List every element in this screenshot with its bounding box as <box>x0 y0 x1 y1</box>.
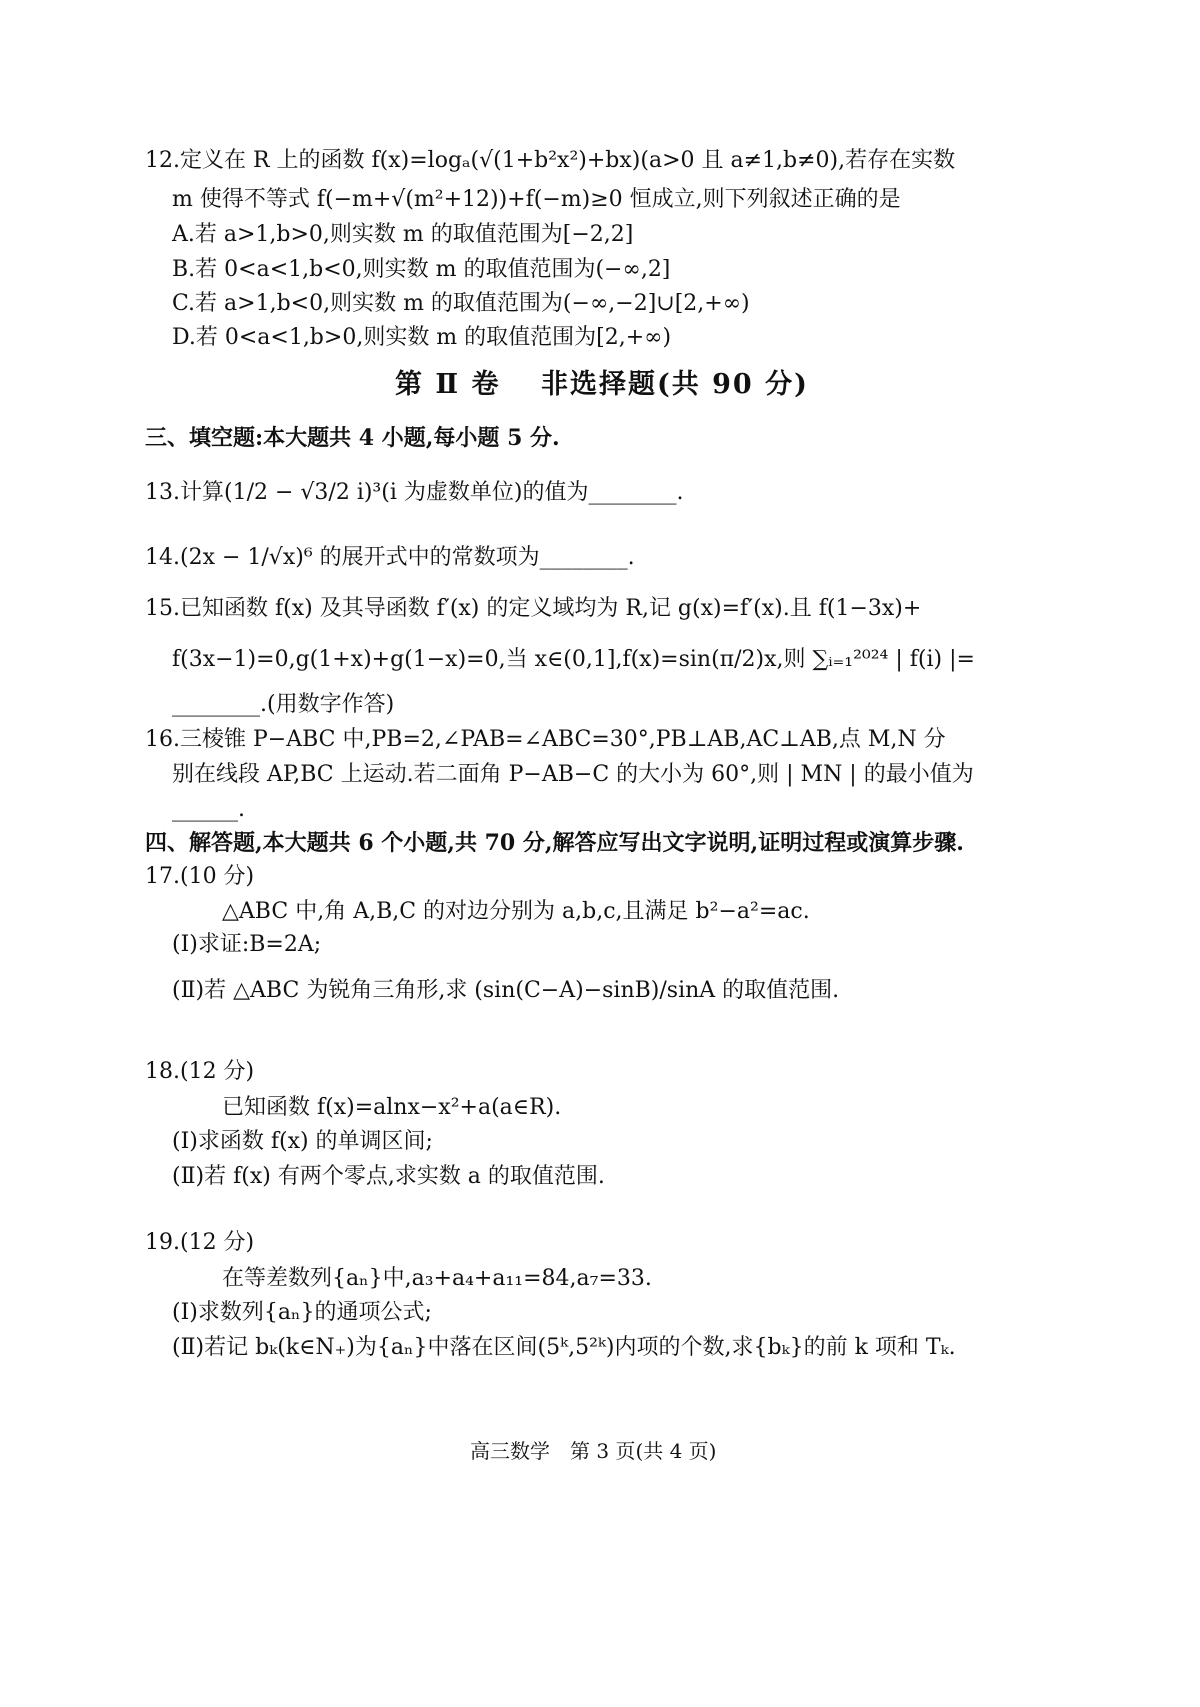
q12-option-d: D.若 0<a<1,b>0,则实数 m 的取值范围为[2,+∞) <box>172 325 672 350</box>
q12-option-b: B.若 0<a<1,b<0,则实数 m 的取值范围为(−∞,2] <box>172 257 671 282</box>
q19-stem: 在等差数列{aₙ}中,a₃+a₄+a₁₁=84,a₇=33. <box>222 1266 652 1291</box>
q17-stem: △ABC 中,角 A,B,C 的对边分别为 a,b,c,且满足 b²−a²=ac. <box>222 899 810 924</box>
q19-part1: (Ⅰ)求数列{aₙ}的通项公式; <box>172 1300 432 1325</box>
q13: 13.计算(1/2 − √3/2 i)³(i 为虚数单位)的值为________. <box>145 480 684 505</box>
q18-stem: 已知函数 f(x)=alnx−x²+a(a∈R). <box>222 1095 562 1120</box>
q14: 14.(2x − 1/√x)⁶ 的展开式中的常数项为________. <box>145 545 635 570</box>
q19-part2: (Ⅱ)若记 bₖ(k∈N₊)为{aₙ}中落在区间(5ᵏ,5²ᵏ)内项的个数,求{bₖ}的前 k 项和 Tₖ. <box>172 1335 956 1360</box>
q15-line2: f(3x−1)=0,g(1+x)+g(1−x)=0,当 x∈(0,1],f(x)=sin(π/2)x,则 ∑ᵢ₌₁²⁰²⁴ | f(i) |= <box>172 647 975 672</box>
q12-option-c: C.若 a>1,b<0,则实数 m 的取值范围为(−∞,−2]∪[2,+∞) <box>172 291 750 316</box>
q12-line1: 12.定义在 R 上的函数 f(x)=logₐ(√(1+b²x²)+bx)(a>0 且 a≠1,b≠0),若存在实数 <box>145 148 956 173</box>
q12-option-a: A.若 a>1,b>0,则实数 m 的取值范围为[−2,2] <box>172 222 634 247</box>
q12-line2: m 使得不等式 f(−m+√(m²+12))+f(−m)≥0 恒成立,则下列叙述正确的是 <box>172 187 901 212</box>
q16-line1: 16.三棱锥 P−ABC 中,PB=2,∠PAB=∠ABC=30°,PB⊥AB,AC⊥AB,点 M,N 分 <box>145 727 946 752</box>
section3-heading: 三、填空题:本大题共 4 小题,每小题 5 分. <box>145 425 560 451</box>
q16-line2: 别在线段 AP,BC 上运动.若二面角 P−AB−C 的大小为 60°,则 | MN | 的最小值为 <box>172 762 974 787</box>
q17-part1: (Ⅰ)求证:B=2A; <box>172 932 322 957</box>
q16-line3: ______. <box>172 797 245 822</box>
part2-title: 第 Ⅱ 卷 非选择题(共 90 分) <box>395 369 809 400</box>
q19-number: 19.(12 分) <box>145 1230 255 1255</box>
q18-number: 18.(12 分) <box>145 1059 255 1084</box>
q17-number: 17.(10 分) <box>145 864 255 889</box>
q15-line1: 15.已知函数 f(x) 及其导函数 f′(x) 的定义域均为 R,记 g(x)=f′(x).且 f(1−3x)+ <box>145 596 922 621</box>
q17-part2: (Ⅱ)若 △ABC 为锐角三角形,求 (sin(C−A)−sinB)/sinA 的取值范围. <box>172 978 840 1003</box>
q18-part1: (Ⅰ)求函数 f(x) 的单调区间; <box>172 1129 433 1154</box>
q15-line3: ________.(用数字作答) <box>172 692 395 717</box>
section4-heading: 四、解答题,本大题共 6 个小题,共 70 分,解答应写出文字说明,证明过程或演算步骤. <box>145 830 964 856</box>
page-footer: 高三数学 第 3 页(共 4 页) <box>470 1439 717 1463</box>
q18-part2: (Ⅱ)若 f(x) 有两个零点,求实数 a 的取值范围. <box>172 1164 605 1189</box>
